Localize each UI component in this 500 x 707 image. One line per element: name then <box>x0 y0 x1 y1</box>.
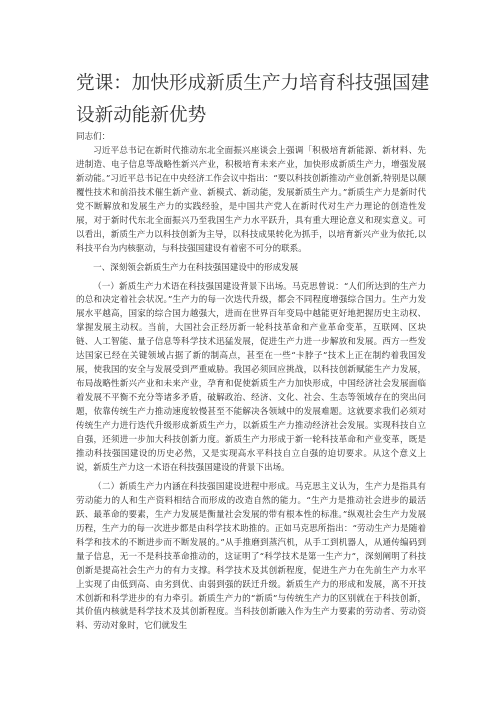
document-body <box>76 131 426 634</box>
document-title: 党课：加快形成新质生产力培育科技强国建设新动能新优势 <box>76 73 430 126</box>
section-heading: 一、深刻领会新质生产力在科技强国建设中的形成发展 <box>93 262 299 273</box>
intro-paragraph: 习近平总书记在新时代推动东北全面振兴座谈会上强调「积极培育新能源、新材料、先进制造、电子信息等战略性新兴产业，积极培育未来产业，加快形成新质生产力，增强发展新动能。”习近平总书记在中央经济工作会议中指出：“要以科技创新推动产业创新,特别是以颠覆性技术和前沿技术催生新产业、新模式、新动能，发展新质生产力。”新质生产力是新时代党不断解放和发展生产力的实践经验，是中国共产党人在新时代对生产力理论的创造性发展，对于新时代东北全面振兴乃至我国生产力水平跃升，具有重大理论意义和现实意义。可以看出，新质生产力以科技创新为主导，以科技成果转化为抓手，以培育新兴产业为依托,以科技平台为内核驱动，与科技强国建设有着密不可分的联系。 <box>76 145 426 254</box>
body-paragraph: （二）新质生产力内涵在科技强国建设进程中形成。马克思主义认为，生产力是指具有劳动能力的人和生产资料相结合而形成的改造自然的能力。“生产力是推动社会进步的最活跃、最革命的要素，生产力发展是衡量社会发展的带有根本性的标准。”纵观社会生产力发展历程，生产力的每一次进步都是由科学技术助推的。正如马克思所指出：“劳动生产力是随着科学和技术的不断进步而不断发展的。”从手推磨到蒸汽机，从手工到机器人，从通传编码到量子信息，无一不是科技革命推动的，这证明了“科学技术是第一生产力”，深刻阐明了科技创新是提高社会生产力的有力支撑。科学技术及其创新程度，促进生产力在先前生产力水平上实现了由低到高、由劣到优、由弱到强的跃迁升级。新质生产力的形成和发展，离不开技术创新和科学进步的有力牵引。新质生产力的“新质”与传统生产力的区别就在于科技创新，其价值内核就是科学技术及其创新程度。当科技创新融入作为生产力要素的劳动者、劳动资料、劳动对象时，它们就发生 <box>76 481 426 632</box>
salutation: 同志们： <box>76 132 111 142</box>
body-paragraph: （一）新质生产力术语在科技强国建设背景下出场。马克思曾说：“人们所达到的生产力的总和决定着社会状况。”生产力的每一次迭代升级，都会不同程度增强综合国力。生产力发展水平越高，国家的综合国力越强大，进而在世界百年变局中越能更好地把握历史主动权、掌握发展主动权。当前，大国社会正经历新一轮科技革命和产业革命变革，互联网、区块链、人工智能、量子信息等科学技术迅猛发展，促进生产力进一步解放和发展。西方一些发达国家已经在关键领域占据了新的制高点，甚至在一些“卡脖子”技术上正在制约着我国发展，使我国的安全与发展受到严重威胁。我国必须回应挑战，以科技创新赋能生产力发展，布局战略性新兴产业和未来产业，孕育和促使新质生产力加快形成，中国经济社会发展面临着发展不平衡不充分等诸多矛盾，破解政治、经济、文化、社会、生态等领域存在的突出问题，依靠传统生产力推动速度较慢甚至不能解决各领域中的发展难题。这就要求我们必须对传统生产力进行迭代升级形成新质生产力，以新质生产力推动经济社会发展。实现科技自立自强，还须进一步加大科技创新力度。新质生产力形成于新一轮科技革命和产业变革，既是推动科技强国建设的历史必然，又是实现高水平科技自立自强的迫切要求。从这个意义上说，新质生产力这一术语在科技强国建设的背景下出场。 <box>76 281 426 473</box>
